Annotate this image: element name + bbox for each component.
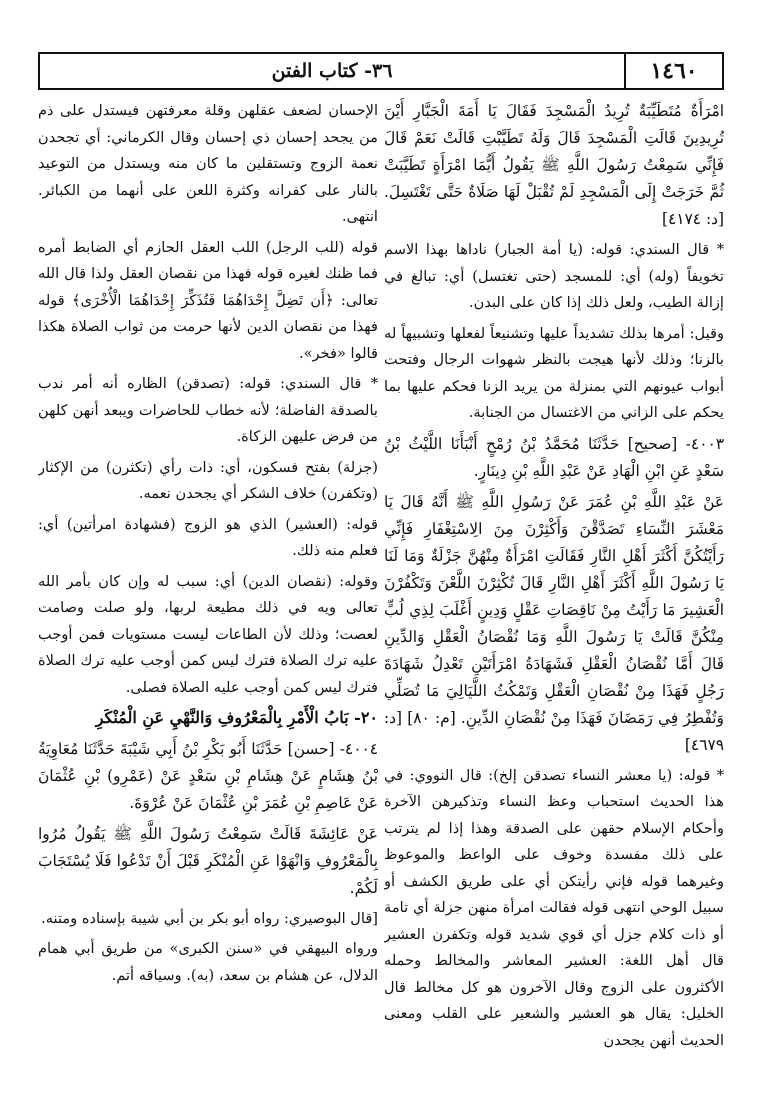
- paragraph: * قال السندي: قوله: (يا أمة الجبار) ناداها بهذا الاسم تخويفاً (وله) أي: للمسجد (حتى تغتسل) أي: تبالغ في إزالة الطيب، ولعل ذلك إذا كان على البدن.: [384, 241, 724, 311]
- paragraph: الإحسان لضعف عقلهن وقلة معرفتهن فيستدل على ذم من يجحد إحسان ذي إحسان وقال الكرماني: أي تجحدن نعمة الزوج وتستقلين ما كان منه ويستدل من التوعيد بالنار على كفرانه وكثرة اللعن على أنهما من الكبائر. انتهى.: [38, 102, 378, 225]
- paragraph: * قوله: (يا معشر النساء تصدقن إلخ): قال النووي: في هذا الحديث استحباب وعظ النساء وتذكيرهن الآخرة وأحكام الإسلام حقهن على الصدقة وهذا إذا لم يترتب على ذلك مفسدة وخوف على الواعظ والموعوظ وغيرهما قوله فإني رأيتكن أي على طريق الكشف أو سبيل الوحي انتهى قوله فقالت امرأة منهن جزلة أي تامة أو ذات كلام جزل أي قوي شديد قوله وتكفرن العشير قال أهل اللغة: العشير المعاشر والمخالط وحمله الأكثرون على الزوج وقال الآخرون هو كل مخالط قال الخليل: يقال هو العشير والشعير على القلب ومعنى الحديث أنهن يجحدن: [384, 766, 724, 1049]
- paragraph: قوله: (العشير) الذي هو الزوج (فشهادة امرأتين) أي: فعلم منه ذلك.: [38, 515, 378, 559]
- page-number: ١٤٦٠: [650, 58, 698, 84]
- page-header: [38, 52, 724, 90]
- paragraph: قوله (للب الرجل) اللب العقل الحازم أي الضابط أمره فما ظنك لغيره قوله فهذا من نقصان العقل ولذا قال الله تعالى: ﴿أَن تَضِلَّ إِحْدَاهُمَا فَتُذَكِّرَ إِحْدَاهُمَا الْأُخْرَى﴾ قوله فهذا من نقصان الدين لأنها حرمت من ثواب الصلاة هكذا قالوا «فخر».: [38, 238, 378, 362]
- paragraph: ٤٠٠٤- [حسن] حَدَّثَنَا أَبُو بَكْرِ بْنُ أَبِي شَيْبَةَ حَدَّثَنَا مُعَاوِيَةُ بْنُ هِشَامٍ عَنْ هِشَامِ بْنِ سَعْدٍ عَنْ (عَمْرِو) بْنِ عُثْمَانَ عَنْ عَاصِمِ بْنِ عُمَرَ بْنِ عُثْمَانَ عَنْ عُرْوَةَ.: [38, 739, 378, 812]
- paragraph: عَنْ عَبْدِ اللَّهِ بْنِ عُمَرَ عَنْ رَسُولِ اللَّهِ ﷺ أَنَّهُ قَالَ يَا مَعْشَرَ النِّسَاءِ تَصَدَّقْنَ وَأَكْثِرْنَ مِنَ الِاسْتِغْفَارِ فَإِنِّي رَأَيْتُكُنَّ أَكْثَرَ أَهْلِ النَّارِ فَقَالَتِ امْرَأَةٌ مِنْهُنَّ جَزْلَةٌ وَمَا لَنَا يَا رَسُولَ اللَّهِ أَكْثَرَ أَهْلِ النَّارِ قَالَ تُكْثِرْنَ اللَّعْنَ وَتَكْفُرْنَ الْعَشِيرَ مَا رَأَيْتُ مِنْ نَاقِصَاتِ عَقْلٍ وَدِينٍ أَغْلَبَ لِذِي لُبٍّ مِنْكُنَّ قَالَتْ يَا رَسُولَ اللَّهِ وَمَا نُقْصَانُ الْعَقْلِ وَالدِّينِ قَالَ أَمَّا نُقْصَانُ الْعَقْلِ فَشَهَادَةُ امْرَأَتَيْنِ تَعْدِلُ شَهَادَةَ رَجُلٍ فَهَذَا مِنْ نُقْصَانِ الْعَقْلِ وَتَمْكُثُ اللَّيَالِيَ مَا تُصَلِّي وَتُفْطِرُ فِي رَمَضَانَ فَهَذَا مِنْ نُقْصَانِ الدِّينِ. [م: ٨٠] [د: ٤٦٧٩]: [384, 492, 724, 754]
- chapter-heading: ٢٠- بَابُ الْأَمْرِ بِالْمَعْرُوفِ وَالنَّهْيِ عَنِ الْمُنْكَرِ: [95, 708, 378, 727]
- paragraph: ٤٠٠٣- [صحيح] حَدَّثَنَا مُحَمَّدُ بْنُ رُمْحٍ أَنْبَأَنَا اللَّيْثُ بْنُ سَعْدٍ عَنِ ابْنِ الْهَادِ عَنْ عَبْدِ اللَّهِ بْنِ دِينَارٍ.: [384, 434, 724, 480]
- paragraph: [قال البوصيري: رواه أبو بكر بن أبي شيبة بإسناده ومتنه.: [41, 909, 378, 927]
- paragraph: ورواه البيهقي في «سنن الكبرى» من طريق أبي همام الدلال، عن هشام بن سعد، (به). وسياقه أتم.: [38, 940, 378, 984]
- book-title: ٣٦- كتاب الفتن: [271, 60, 393, 82]
- paragraph: عَنْ عَائِشَةَ قَالَتْ سَمِعْتُ رَسُولَ اللَّهِ ﷺ يَقُولُ مُرُوا بِالْمَعْرُوفِ وَانْهَوْا عَنِ الْمُنْكَرِ قَبْلَ أَنْ تَدْعُوا فَلَا يُسْتَجَابَ لَكُمْ.: [38, 824, 378, 897]
- paragraph: (جزلة) بفتح فسكون، أي: ذات رأي (تكثرن) من الإكثار (وتكفرن) خلاف الشكر أي يجحدن نعمه.: [38, 458, 378, 502]
- paragraph: وقوله: (نقصان الدين) أي: سبب له وإن كان بأمر الله تعالى ويه في ذلك مطيعة لربها، ولو صلت وصامت لعصت؛ وذلك لأن الطاعات ليست مستويات فمن أوجب عليه ترك الصلاة فترك ليس كمن أوجب عليه ترك الصلاة فترك ليس كمن أوجب عليه الصلاة فصلى.: [38, 572, 378, 696]
- paragraph: امْرَأَةٌ مُتَطَيِّبَةٌ تُرِيدُ الْمَسْجِدَ فَقَالَ يَا أَمَةَ الْجَبَّارِ أَيْنَ تُرِيدِينَ قَالَتِ الْمَسْجِدَ قَالَ وَلَهُ تَطَيَّبْتِ قَالَتْ نَعَمْ قَالَ فَإِنِّي سَمِعْتُ رَسُولَ اللَّهِ ﷺ يَقُولُ أَيُّمَا امْرَأَةٍ تَطَيَّبَتْ ثُمَّ خَرَجَتْ إِلَى الْمَسْجِدِ لَمْ تُقْبَلْ لَهَا صَلَاةٌ حَتَّى تَغْتَسِلَ. [د: ٤١٧٤]: [384, 102, 724, 228]
- right-text-column: [384, 98, 724, 1098]
- paragraph: * قال السندي: قوله: (تصدقن) الظاره أنه أمر ندب بالصدقة الفاضلة؛ لأنه خطاب للحاضرات ويبعد أنهن كلهن من فرض عليهن الزكاة.: [38, 375, 378, 445]
- paragraph: وقيل: أمرها بذلك تشديداً عليها وتشنيعاً لفعلها وتشبيهاً له بالزنا؛ وذلك لأنها هيجت بالنظر شهوات الرجال وفتحت أبواب عيونهم التي بمنزلة من يريد الزنا فحكم عليها بما يحكم على الزاني من الاغتسال من الجنابة.: [384, 324, 724, 421]
- left-text-column: [38, 98, 378, 1098]
